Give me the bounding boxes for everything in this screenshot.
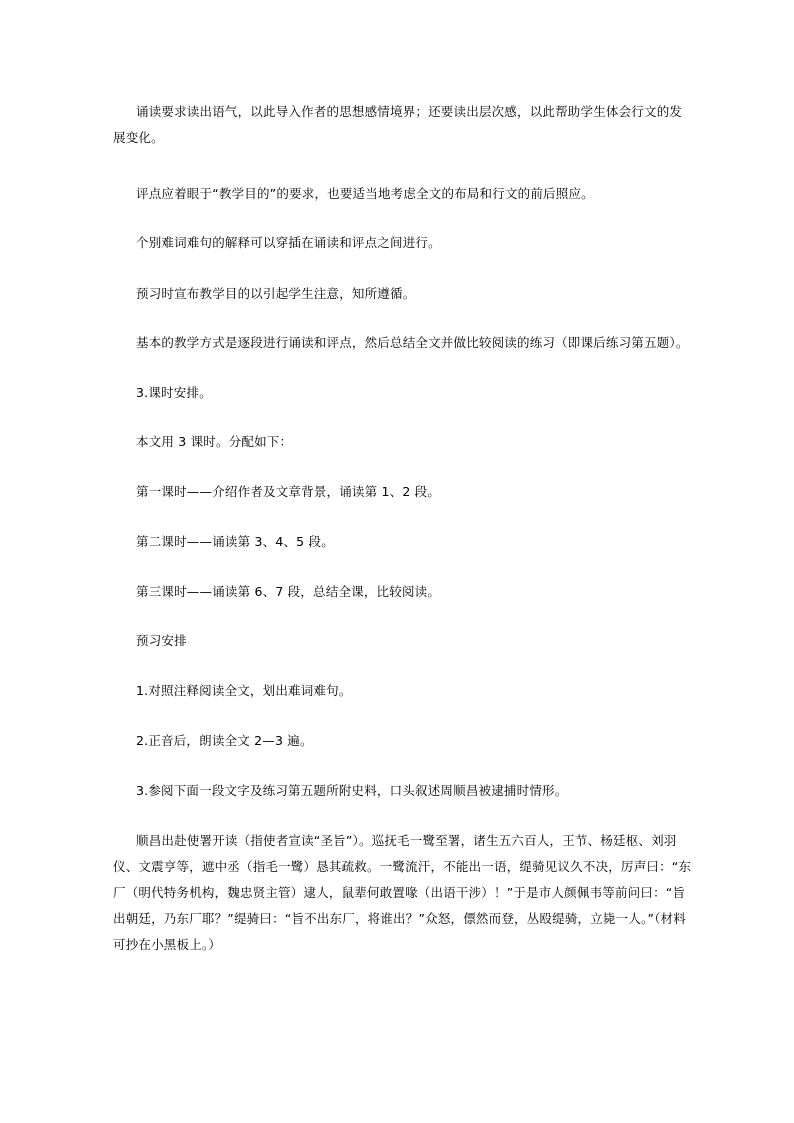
paragraph-recitation-requirements: 诵读要求读出语气，以此导入作者的思想感情境界；还要读出层次感，以此帮助学生体会行文的发展变化。 (113, 104, 683, 145)
section-heading-class-schedule: 3.课时安排。 (136, 385, 212, 400)
schedule-item-third-lesson: 第三课时——诵读第 6、7 段，总结全课，比较阅读。 (136, 584, 441, 599)
preview-item-2: 2.正音后，朗读全文 2—3 遍。 (136, 733, 313, 748)
paragraph-schedule-intro: 本文用 3 课时。分配如下： (136, 434, 293, 449)
paragraph-difficult-words: 个别难词难句的解释可以穿插在诵读和评点之间进行。 (136, 235, 441, 250)
paragraph-preview-goals: 预习时宣布教学目的以引起学生注意，知所遵循。 (136, 286, 416, 301)
preview-item-1: 1.对照注释阅读全文，划出难词难句。 (136, 683, 352, 698)
schedule-item-first-lesson: 第一课时——介绍作者及文章背景，诵读第 1、2 段。 (136, 484, 441, 499)
preview-item-3: 3.参阅下面一段文字及练习第五题所附史料，口头叙述周顺昌被逮捕时情形。 (136, 783, 568, 798)
historical-passage: 顺昌出赴使署开读（指使者宣读“圣旨”）。巡抚毛一鹭至署，诸生五六百人，王节、杨廷枢、刘羽仪、文震亨等，遮中丞（指毛一鹭）恳其疏救。一鹭流汗，不能出一语，缇骑见议久不决，厉声曰：“东厂（明代特务机构，魏忠贤主管）逮人，鼠辈何敢置喙（出语干涉）！”于是市人颜佩韦等前问曰：“旨出朝廷，乃东厂耶？”缇骑曰：“旨不出东厂，将谁出？”众怒，僄然而登，丛殴缇骑，立毙一人。”（材料可抄在小黑板上。） (113, 833, 692, 952)
schedule-item-second-lesson: 第二课时——诵读第 3、4、5 段。 (136, 534, 334, 549)
section-heading-preview: 预习安排 (136, 633, 187, 648)
paragraph-commentary-focus: 评点应着眼于“教学目的”的要求，也要适当地考虑全文的布局和行文的前后照应。 (136, 186, 594, 201)
paragraph-teaching-method: 基本的教学方式是逐段进行诵读和评点，然后总结全文并做比较阅读的练习（即课后练习第五题）。 (136, 335, 689, 350)
